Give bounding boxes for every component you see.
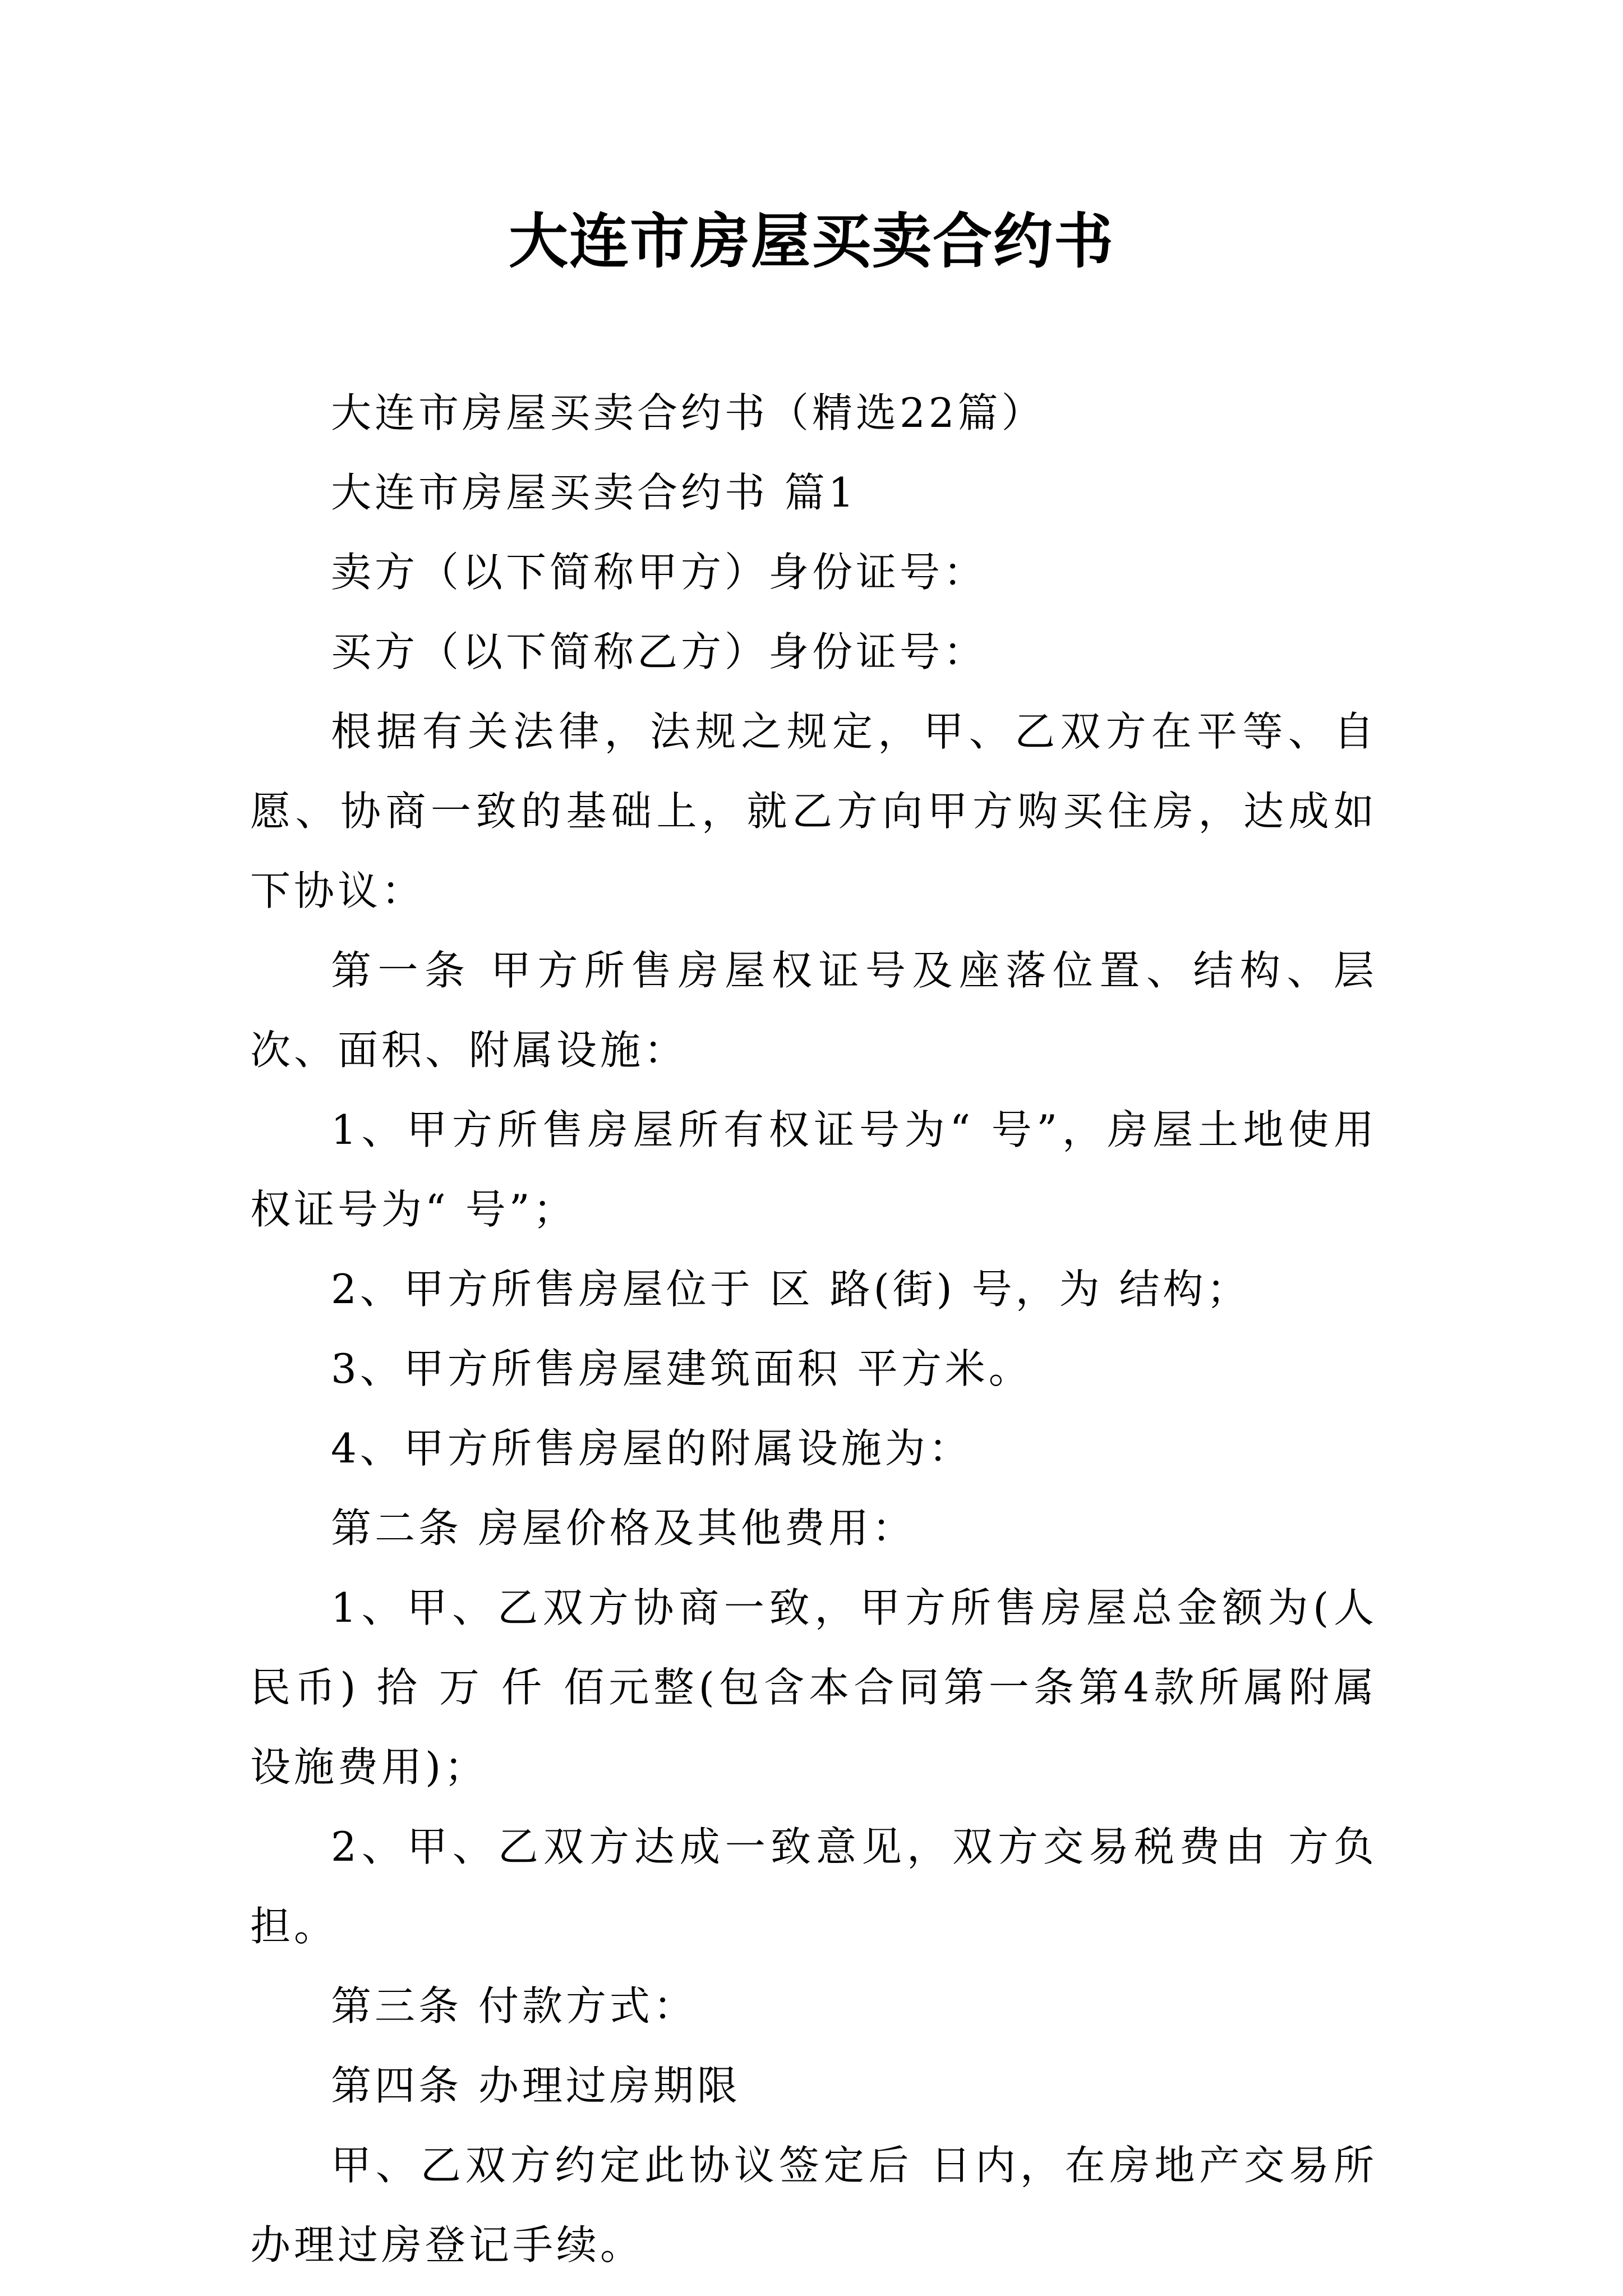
paragraph-section-heading: 大连市房屋买卖合约书 篇1 — [331, 469, 857, 516]
paragraph-buyer: 买方（以下简称乙方）身份证号： — [331, 628, 988, 675]
paragraph-article-4: 第四条 办理过房期限 — [331, 2062, 741, 2109]
paragraph-subtitle: 大连市房屋买卖合约书（精选22篇） — [331, 389, 1045, 436]
document-body — [250, 373, 1377, 2285]
paragraph-article-2: 第二条 房屋价格及其他费用： — [331, 1504, 916, 1552]
paragraph-article-1-item-2: 2、甲方所售房屋位于 区 路(街) 号，为 结构； — [331, 1266, 1251, 1313]
paragraph-seller: 卖方（以下简称甲方）身份证号： — [331, 549, 988, 596]
paragraph-article-2-item-2: 2、甲、乙双方达成一致意见，双方交易税费由 方负担。 — [250, 1823, 1377, 1950]
paragraph-article-1: 第一条 甲方所售房屋权证号及座落位置、结构、层次、面积、附属设施： — [250, 947, 1377, 1074]
paragraph-article-2-item-1: 1、甲、乙双方协商一致，甲方所售房屋总金额为(人民币) 拾 万 仟 佰元整(包含本合同第一条第4款所属附属设施费用)； — [250, 1584, 1377, 1791]
paragraph-article-1-item-3: 3、甲方所售房屋建筑面积 平方米。 — [331, 1345, 1032, 1392]
document-title: 大连市房屋买卖合约书 — [509, 206, 1114, 276]
paragraph-article-1-item-4: 4、甲方所售房屋的附属设施为： — [331, 1425, 972, 1472]
paragraph-article-4-text: 甲、乙双方约定此协议签定后 日内，在房地产交易所办理过房登记手续。 — [250, 2142, 1377, 2269]
paragraph-article-1-item-1: 1、甲方所售房屋所有权证号为“ 号”，房屋土地使用权证号为“ 号”； — [250, 1106, 1377, 1233]
paragraph-preamble: 根据有关法律，法规之规定，甲、乙双方在平等、自愿、协商一致的基础上，就乙方向甲方购买住房，达成如下协议： — [250, 708, 1377, 914]
paragraph-article-3: 第三条 付款方式： — [331, 1982, 697, 2030]
